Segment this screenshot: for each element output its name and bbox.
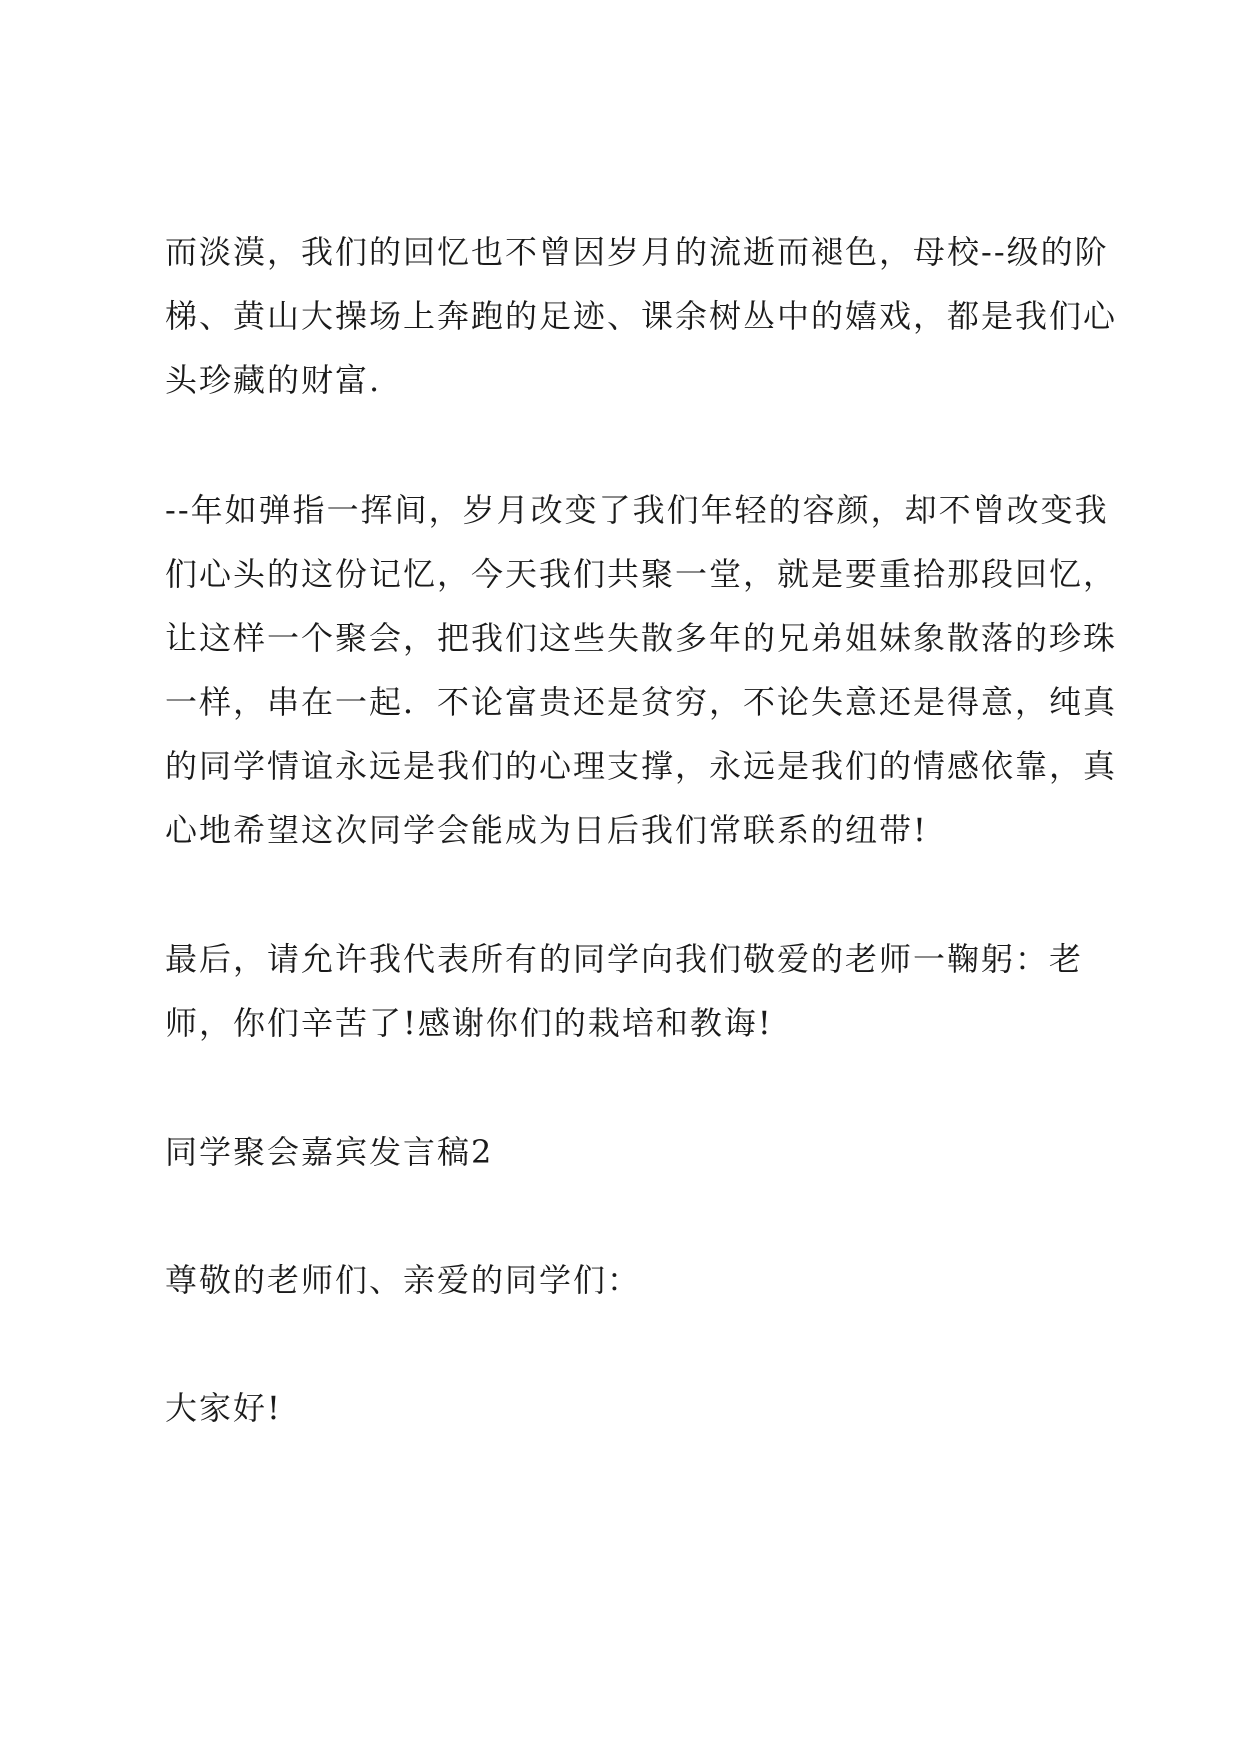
text-line: 的同学情谊永远是我们的心理支撑，永远是我们的情感依靠，真 [165, 747, 1118, 785]
salutation [165, 1248, 1095, 1312]
text-line: 们心头的这份记忆，今天我们共聚一堂，就是要重拾那段回忆， [165, 555, 1118, 593]
speech-heading [165, 1120, 1095, 1184]
salutation-text: 尊敬的老师们、亲爱的同学们： [165, 1261, 642, 1299]
greeting [165, 1376, 1095, 1440]
text-line: 心地希望这次同学会能成为日后我们常联系的纽带! [165, 811, 928, 849]
text-line: 师，你们辛苦了!感谢你们的栽培和教诲! [165, 1004, 773, 1042]
text-line: 梯、黄山大操场上奔跑的足迹、课余树丛中的嬉戏，都是我们心 [165, 297, 1118, 335]
text-line: --年如弹指一挥间，岁月改变了我们年轻的容颜，却不曾改变我 [165, 491, 1109, 529]
text-line: 最后，请允许我代表所有的同学向我们敬爱的老师一鞠躬：老 [165, 940, 1084, 978]
text-line: 头珍藏的财富. [165, 361, 382, 399]
heading-text: 同学聚会嘉宾发言稿2 [165, 1133, 494, 1171]
text-line: 而淡漠，我们的回忆也不曾因岁月的流逝而褪色，母校--级的阶 [165, 233, 1109, 271]
paragraph-1 [165, 220, 1118, 412]
text-line: 一样，串在一起．不论富贵还是贫穷，不论失意还是得意，纯真 [165, 683, 1118, 721]
paragraph-2 [165, 478, 1118, 862]
greeting-text: 大家好! [165, 1389, 282, 1427]
text-line: 让这样一个聚会，把我们这些失散多年的兄弟姐妹象散落的珍珠 [165, 619, 1118, 657]
paragraph-3 [165, 927, 1095, 1055]
